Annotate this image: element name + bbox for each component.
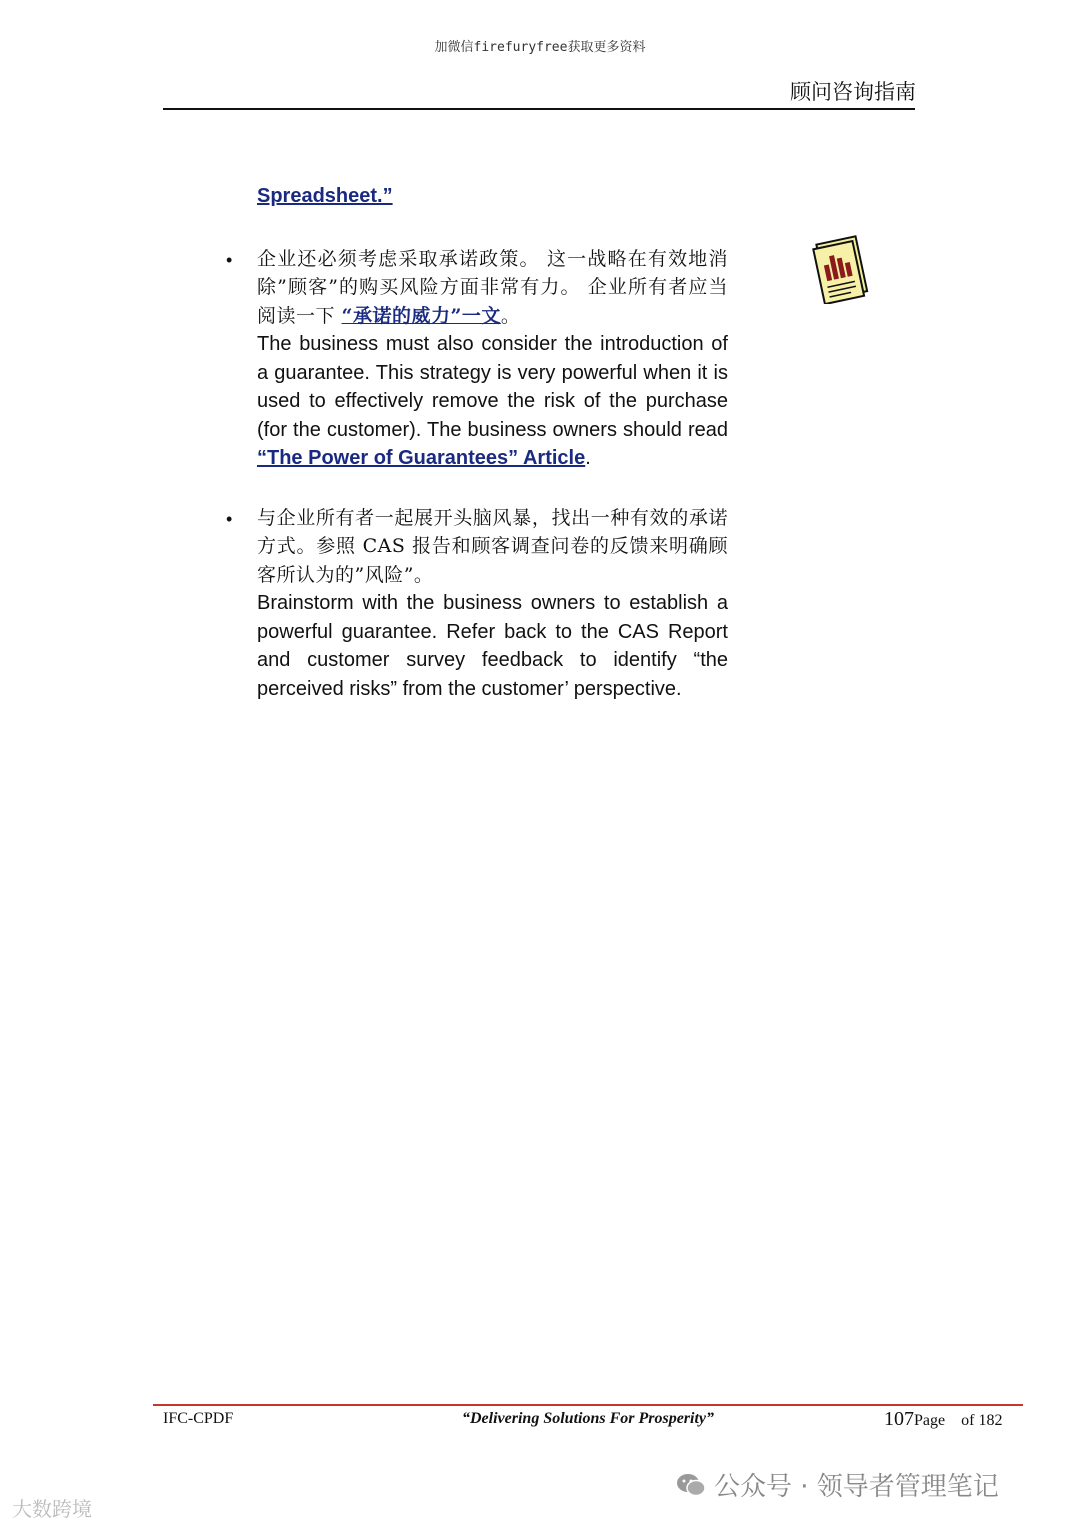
bottom-left-watermark: 大数跨境 xyxy=(12,1497,92,1521)
bottom-right-watermark xyxy=(676,1466,999,1503)
footer-doc-code: IFC-CPDF xyxy=(163,1410,234,1427)
top-watermark: 加微信firefuryfree获取更多资料 xyxy=(434,40,646,55)
bullet-en-post: . xyxy=(585,447,591,469)
continuation-line xyxy=(257,182,728,211)
bullet-text-en xyxy=(257,330,728,473)
bullet-item-brainstorm xyxy=(226,504,728,704)
bullet-dot: • xyxy=(226,508,233,529)
footer-page-info xyxy=(884,1408,1002,1431)
document-chart-icon xyxy=(810,234,872,304)
bullet-dot: • xyxy=(226,249,233,270)
footer-rule xyxy=(153,1404,1023,1406)
bullet-zh-post: 。 xyxy=(500,304,521,327)
bullet-item-guarantee-policy xyxy=(226,245,728,473)
page-total: of 182 xyxy=(961,1412,1003,1429)
bullet-text-zh: 与企业所有者一起展开头脑风暴，找出一种有效的承诺方式。参照 CAS 报告和顾客调查问卷的反馈来明确顾客所认为的”风险”。 xyxy=(257,506,728,586)
bullet-en-text: The business must also consider the introduction of a guarantee. This strategy is very powerful when it is used to effectively remove the risk of the purchase (for the customer). The business owners should read xyxy=(257,333,728,441)
power-of-guarantees-link[interactable]: “The Power of Guarantees” Article xyxy=(257,447,586,469)
power-of-guarantees-link-zh[interactable]: “承诺的威力”一文 xyxy=(341,304,501,327)
header-rule xyxy=(163,108,915,110)
wechat-account-name: 公众号 · 领导者管理笔记 xyxy=(714,1472,999,1502)
bullet-text-en: Brainstorm with the business owners to establish a powerful guarantee. Refer back to the CAS Report and customer survey feedback to identify “the perceived risks” from the customer’ perspective. xyxy=(257,592,728,700)
bullet-text-zh xyxy=(257,245,728,331)
footer-slogan: “Delivering Solutions For Prosperity” xyxy=(462,1410,715,1427)
bullet-zh-text: 企业还必须考虑采取承诺政策。 这一战略在有效地消除”顾客”的购买风险方面非常有力。 企业所有者应当阅读一下 xyxy=(257,247,728,327)
page-number: 107 xyxy=(884,1408,914,1430)
header-title: 顾问咨询指南 xyxy=(790,80,916,104)
page-content xyxy=(226,182,728,703)
page-label: Page xyxy=(914,1412,946,1429)
wechat-icon xyxy=(676,1472,706,1498)
spreadsheet-link[interactable]: Spreadsheet.” xyxy=(257,185,393,207)
